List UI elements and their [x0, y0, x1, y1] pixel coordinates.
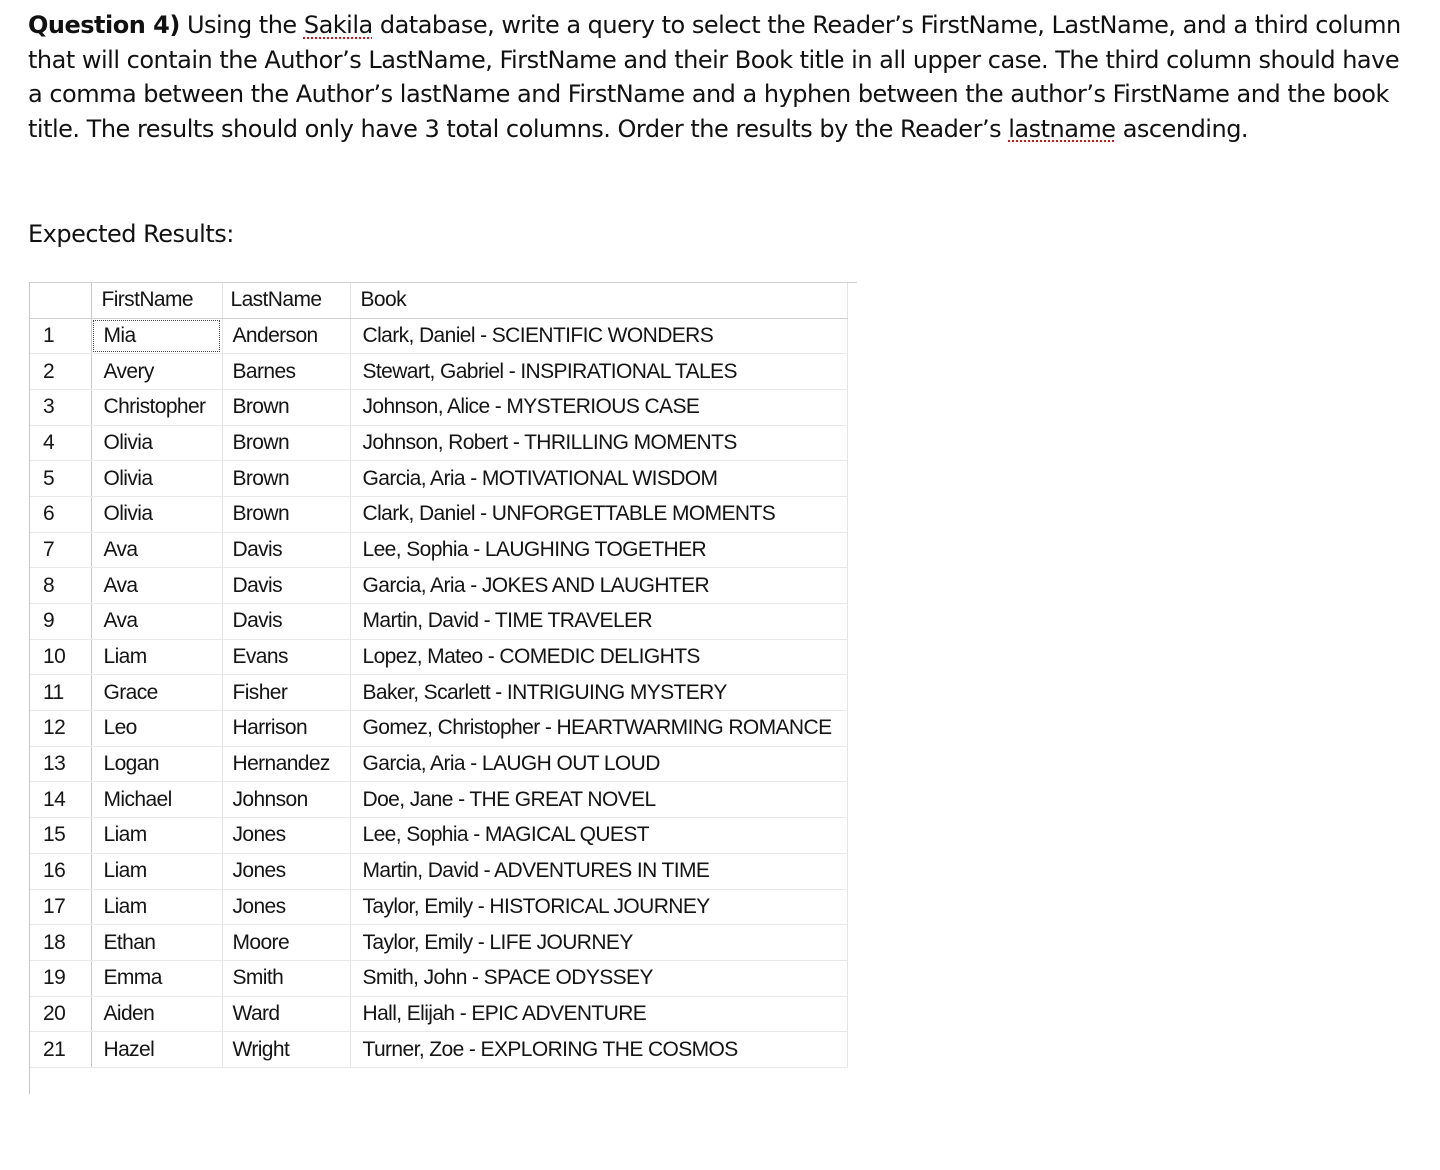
cell-firstname[interactable]: Olivia [91, 496, 222, 532]
cell-book[interactable]: Lopez, Mateo - COMEDIC DELIGHTS [350, 639, 847, 675]
cell-lastname[interactable]: Jones [222, 818, 350, 854]
cell-firstname[interactable]: Ava [91, 568, 222, 604]
table-row[interactable] [29, 960, 847, 996]
cell-lastname[interactable]: Davis [222, 568, 350, 604]
cell-book[interactable]: Stewart, Gabriel - INSPIRATIONAL TALES [350, 354, 847, 390]
cell-book[interactable]: Johnson, Alice - MYSTERIOUS CASE [350, 389, 847, 425]
grid-left-border [29, 282, 30, 1094]
table-row[interactable] [29, 675, 847, 711]
cell-book[interactable]: Taylor, Emily - LIFE JOURNEY [350, 925, 847, 961]
cell-firstname[interactable]: Leo [91, 711, 222, 747]
cell-firstname[interactable]: Logan [91, 746, 222, 782]
cell-book[interactable]: Lee, Sophia - MAGICAL QUEST [350, 818, 847, 854]
cell-book[interactable]: Martin, David - TIME TRAVELER [350, 604, 847, 640]
cell-book[interactable]: Doe, Jane - THE GREAT NOVEL [350, 782, 847, 818]
cell-lastname[interactable]: Smith [222, 960, 350, 996]
cell-firstname[interactable]: Liam [91, 889, 222, 925]
cell-lastname[interactable]: Jones [222, 853, 350, 889]
row-number[interactable]: 21 [29, 1032, 91, 1068]
cell-lastname[interactable]: Barnes [222, 354, 350, 390]
grid-body [29, 318, 847, 1067]
row-number[interactable]: 6 [29, 496, 91, 532]
cell-lastname[interactable]: Harrison [222, 711, 350, 747]
column-header-firstname[interactable]: FirstName [91, 282, 222, 318]
cell-firstname[interactable]: Grace [91, 675, 222, 711]
row-number[interactable]: 4 [29, 425, 91, 461]
cell-firstname[interactable]: Ethan [91, 925, 222, 961]
grid-top-border [29, 282, 857, 283]
cell-book[interactable]: Baker, Scarlett - INTRIGUING MYSTERY [350, 675, 847, 711]
row-number[interactable]: 20 [29, 996, 91, 1032]
cell-book[interactable]: Taylor, Emily - HISTORICAL JOURNEY [350, 889, 847, 925]
table-row[interactable] [29, 532, 847, 568]
cell-firstname[interactable]: Aiden [91, 996, 222, 1032]
cell-firstname[interactable]: Liam [91, 818, 222, 854]
column-header-book[interactable]: Book [350, 282, 847, 318]
question-part-3: ascending. [1115, 114, 1249, 143]
table-row[interactable] [29, 461, 847, 497]
expected-results-label: Expected Results: [28, 220, 234, 248]
row-number[interactable]: 10 [29, 639, 91, 675]
results-grid [29, 282, 859, 1094]
cell-book[interactable]: Turner, Zoe - EXPLORING THE COSMOS [350, 1032, 847, 1068]
question-label: Question 4) [28, 11, 180, 39]
table-row[interactable] [29, 818, 847, 854]
row-number[interactable]: 2 [29, 354, 91, 390]
table-row[interactable] [29, 1032, 847, 1068]
cell-firstname[interactable]: Liam [91, 639, 222, 675]
cell-book[interactable]: Lee, Sophia - LAUGHING TOGETHER [350, 532, 847, 568]
table-row[interactable] [29, 746, 847, 782]
row-number[interactable]: 7 [29, 532, 91, 568]
question-part-1: Using the [179, 11, 304, 39]
cell-book[interactable]: Garcia, Aria - MOTIVATIONAL WISDOM [350, 461, 847, 497]
cell-lastname[interactable]: Jones [222, 889, 350, 925]
row-number[interactable]: 15 [29, 818, 91, 854]
spellcheck-word-sakila: Sakila [303, 11, 373, 39]
row-number[interactable]: 19 [29, 960, 91, 996]
cell-lastname[interactable]: Moore [222, 925, 350, 961]
cell-book[interactable]: Garcia, Aria - LAUGH OUT LOUD [350, 746, 847, 782]
row-number[interactable]: 3 [29, 389, 91, 425]
table-row[interactable] [29, 639, 847, 675]
table-row[interactable] [29, 782, 847, 818]
cell-lastname[interactable]: Fisher [222, 675, 350, 711]
cell-lastname[interactable]: Brown [222, 425, 350, 461]
cell-book[interactable]: Clark, Daniel - SCIENTIFIC WONDERS [350, 318, 847, 354]
cell-lastname[interactable]: Wright [222, 1032, 350, 1068]
cell-book[interactable]: Hall, Elijah - EPIC ADVENTURE [350, 996, 847, 1032]
cell-firstname[interactable]: Olivia [91, 461, 222, 497]
cell-lastname[interactable]: Hernandez [222, 746, 350, 782]
cell-firstname[interactable]: Christopher [91, 389, 222, 425]
table-row[interactable] [29, 389, 847, 425]
cell-firstname[interactable]: Emma [91, 960, 222, 996]
row-number[interactable]: 18 [29, 925, 91, 961]
table-row[interactable] [29, 318, 847, 354]
cell-firstname[interactable]: Avery [91, 354, 222, 390]
cell-firstname[interactable]: Liam [91, 853, 222, 889]
cell-lastname[interactable]: Evans [222, 639, 350, 675]
row-number[interactable]: 5 [29, 461, 91, 497]
row-number[interactable]: 9 [29, 604, 91, 640]
table-row[interactable] [29, 568, 847, 604]
cell-lastname[interactable]: Brown [222, 389, 350, 425]
table-row[interactable] [29, 711, 847, 747]
table-row[interactable] [29, 925, 847, 961]
cell-lastname[interactable]: Davis [222, 604, 350, 640]
cell-firstname[interactable]: Ava [91, 532, 222, 568]
question-part-2: database, write a query to select the Reader’s FirstName, LastName, and a third column that will contain the Author’s LastName, FirstName and their Book title in all upper case. The third column should have a comma between the Author’s lastName and FirstName and a hyphen between the author’s FirstName and the book title. The results should only have 3 total columns. Order the results by the Reader’s [28, 11, 1401, 143]
cell-firstname[interactable]: Mia [91, 318, 222, 354]
cell-book[interactable]: Martin, David - ADVENTURES IN TIME [350, 853, 847, 889]
row-number[interactable]: 1 [29, 318, 91, 354]
row-number[interactable]: 16 [29, 853, 91, 889]
table-row[interactable] [29, 354, 847, 390]
cell-lastname[interactable]: Davis [222, 532, 350, 568]
table-row[interactable] [29, 853, 847, 889]
row-number[interactable]: 8 [29, 568, 91, 604]
row-number[interactable]: 12 [29, 711, 91, 747]
row-number[interactable]: 13 [29, 746, 91, 782]
cell-book[interactable]: Johnson, Robert - THRILLING MOMENTS [350, 425, 847, 461]
row-number[interactable]: 11 [29, 675, 91, 711]
cell-firstname[interactable]: Ava [91, 604, 222, 640]
table-row[interactable] [29, 996, 847, 1032]
table-row[interactable] [29, 496, 847, 532]
column-header-lastname[interactable]: LastName [222, 282, 350, 318]
results-table [29, 282, 848, 1068]
cell-book[interactable]: Clark, Daniel - UNFORGETTABLE MOMENTS [350, 496, 847, 532]
cell-book[interactable]: Garcia, Aria - JOKES AND LAUGHTER [350, 568, 847, 604]
row-number-header[interactable] [29, 282, 91, 318]
cell-firstname[interactable]: Michael [91, 782, 222, 818]
question-text [28, 8, 1418, 146]
table-row[interactable] [29, 889, 847, 925]
cell-lastname[interactable]: Brown [222, 496, 350, 532]
row-number[interactable]: 17 [29, 889, 91, 925]
cell-lastname[interactable]: Brown [222, 461, 350, 497]
cell-lastname[interactable]: Anderson [222, 318, 350, 354]
row-number[interactable]: 14 [29, 782, 91, 818]
table-row[interactable] [29, 604, 847, 640]
cell-book[interactable]: Smith, John - SPACE ODYSSEY [350, 960, 847, 996]
header-row [29, 282, 847, 318]
cell-book[interactable]: Gomez, Christopher - HEARTWARMING ROMANCE [350, 711, 847, 747]
table-row[interactable] [29, 425, 847, 461]
cell-lastname[interactable]: Ward [222, 996, 350, 1032]
cell-firstname[interactable]: Hazel [91, 1032, 222, 1068]
cell-firstname[interactable]: Olivia [91, 425, 222, 461]
spellcheck-word-lastname: lastname [1008, 114, 1116, 143]
cell-lastname[interactable]: Johnson [222, 782, 350, 818]
